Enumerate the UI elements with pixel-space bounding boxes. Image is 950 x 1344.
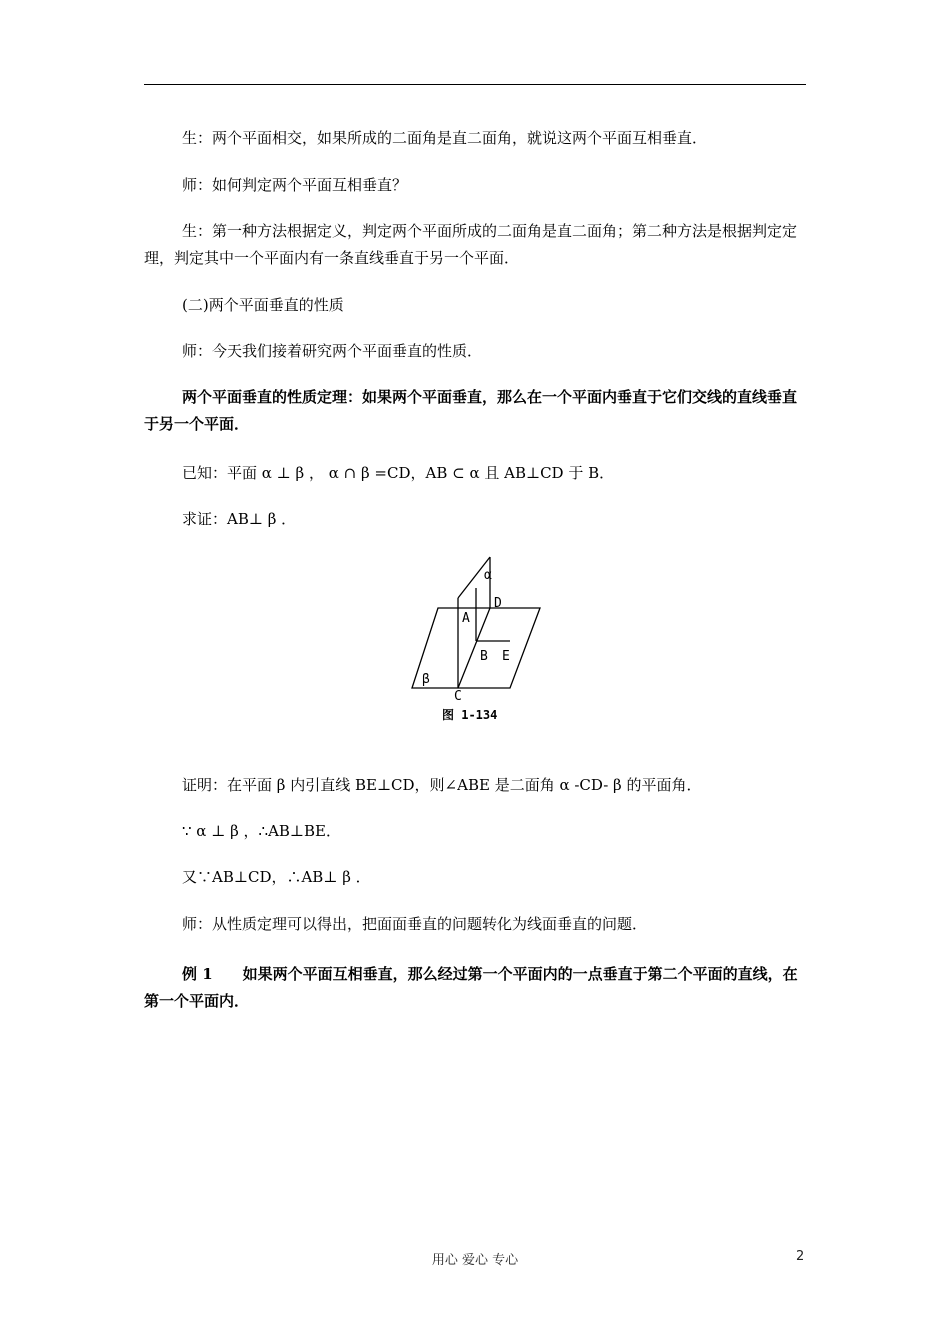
teacher-conclusion: 师：从性质定理可以得出，把面面垂直的问题转化为线面垂直的问题． (182, 915, 648, 933)
example-text: 如果两个平面互相垂直，那么经过第一个平面内的一点垂直于第二个平面的直线，在第一个平面内． (144, 965, 798, 1010)
page-number: 2 (796, 1249, 805, 1264)
theorem-statement: 两个平面垂直的性质定理：如果两个平面垂直，那么在一个平面内垂直于它们交线的直线垂直于另一个平面． (144, 388, 798, 433)
paragraph-question: 师：如何判定两个平面互相垂直？ (182, 176, 408, 194)
label-e: E (502, 649, 510, 664)
label-c: C (454, 689, 462, 704)
label-b: B (480, 649, 488, 664)
section-heading: (二)两个平面垂直的性质 (182, 296, 344, 314)
paragraph-definition: 生：两个平面相交，如果所成的二面角是直二面角，就说这两个平面互相垂直． (182, 129, 708, 147)
geometry-figure (398, 553, 558, 729)
prove-statement: 求证：AB⊥ β ． (182, 510, 297, 528)
figure-caption: 图 1-134 (442, 708, 498, 722)
label-alpha: α (484, 568, 492, 583)
paragraph-methods: 生：第一种方法根据定义，判定两个平面所成的二面角是直二面角；第二种方法是根据判定定理，判定其中一个平面内有一条直线垂直于另一个平面． (144, 222, 798, 267)
label-d: D (494, 596, 502, 611)
proof-line-2: ∵ α ⊥ β ，∴AB⊥BE． (182, 822, 342, 840)
label-beta: β (422, 672, 430, 687)
proof-line-1: 证明：在平面 β 内引直线 BE⊥CD，则∠ABE 是二面角 α -CD- β 的平面角． (182, 776, 702, 794)
footer-motto: 用心 爱心 专心 (431, 1253, 519, 1268)
header-rule (144, 84, 806, 85)
example-label: 例 1 (182, 965, 213, 983)
figure-diagram (398, 553, 558, 729)
given-statement: 已知：平面 α ⊥ β ， α ∩ β =CD，AB ⊂ α 且 AB⊥CD 于 B． (182, 464, 615, 482)
proof-line-3: 又∵AB⊥CD，∴AB⊥ β ． (182, 868, 371, 886)
paragraph-intro: 师：今天我们接着研究两个平面垂直的性质． (182, 342, 483, 360)
example-1 (144, 961, 808, 1015)
label-a: A (462, 611, 470, 626)
